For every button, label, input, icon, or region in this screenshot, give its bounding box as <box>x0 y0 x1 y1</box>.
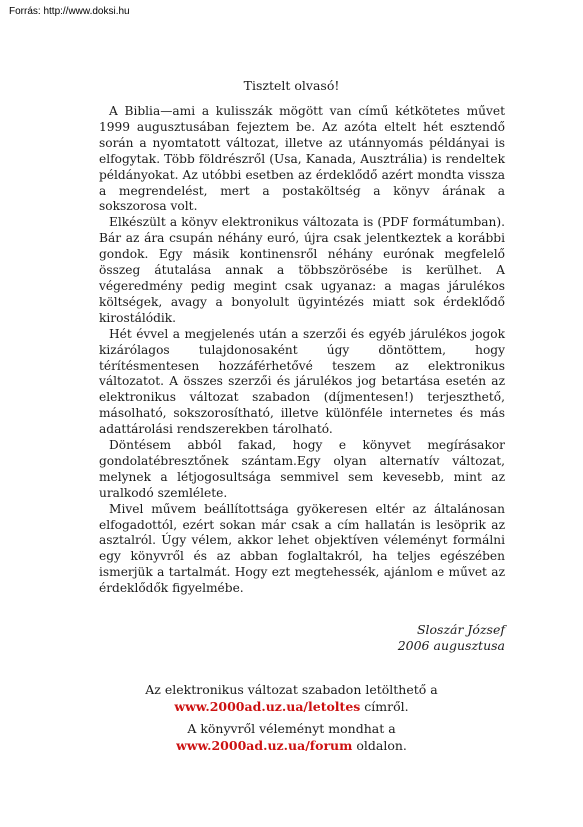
source-label: Forrás: http://www.doksi.hu <box>9 6 130 17</box>
footer-notice <box>0 682 583 754</box>
author-name: Sloszár József <box>416 622 505 637</box>
download-link[interactable]: www.2000ad.uz.ua/letoltes <box>174 698 361 714</box>
forum-line <box>0 738 583 755</box>
forum-link[interactable]: www.2000ad.uz.ua/forum <box>176 737 353 753</box>
paragraph: Mivel művem beállítottsága gyökeresen eltér az általánosan elfogadottól, ezért sokan már csak a cím hallatán is lesöprik az asztalról. Úgy vélem, akkor lehet objektíven véleményt formálni egy könyvről és az abban foglaltakról, ha teljes egészében ismerjük a tartalmát. Hogy ezt megtehessék, ajánlom e művet az érdeklődők figyelmébe. <box>99 501 505 596</box>
letter-title: Tisztelt olvasó! <box>243 78 340 93</box>
download-notice <box>0 682 583 715</box>
paragraph: Elkészült a könyv elektronikus változata is (PDF formátumban). Bár az ára csupán néhány euró, újra csak jelentkeztek a korábbi gondok. Egy másik kontinensről néhány eurónak megfelelő összeg átutalása annak a többszörösébe is kerülhet. A végeredmény pedig megint csak ugyanaz: a magas járulékos költségek, avagy a bonyolult ügyintézés miatt sok érdeklődő kirostálódik. <box>99 215 505 325</box>
letter-body <box>99 104 505 597</box>
paragraph: A Biblia—ami a kulisszák mögött van című kétkötetes művet 1999 augusztusában fejeztem be. Az azóta eltelt hét esztendő során a nyomtatott változat, illetve az utánnyomás példányai is elfogytak. Több földrészről (Usa, Kanada, Ausztrália) is rendeltek példányokat. Az utóbbi esetben az érdeklődő azért mondta vissza a megrendelést, mert a postaköltség a könyv árának a sokszorosa volt. <box>99 104 505 214</box>
download-suffix: címről. <box>360 698 409 714</box>
download-text: Az elektronikus változat szabadon letölthető a <box>145 682 438 697</box>
forum-text: A könyvről véleményt mondhat a <box>187 721 396 736</box>
signature-date: 2006 augusztusa <box>397 638 505 653</box>
forum-notice <box>0 721 583 754</box>
paragraph: Hét évvel a megjelenés után a szerzői és egyéb járulékos jogok kizárólagos tulajdonosaként úgy döntöttem, hogy térítésmentesen hozzáférhetővé teszem az elektronikus változatot. A összes szerzői és járulékos jog betartása esetén az elektronikus változat szabadon (díjmentesen!) terjeszthető, másolható, sokszorosítható, illetve különféle internetes és más adattárolási rendszerekben tárolható. <box>99 326 505 437</box>
signature <box>398 622 505 654</box>
forum-suffix: oldalon. <box>352 737 407 753</box>
download-line <box>0 699 583 716</box>
paragraph: Döntésem abból fakad, hogy e könyvet megírásakor gondolatébresztőnek szántam.Egy olyan alternatív változat, melynek a létjogosultsága semmivel sem kevesebb, mint az uralkodó szemlélete. <box>99 438 505 500</box>
